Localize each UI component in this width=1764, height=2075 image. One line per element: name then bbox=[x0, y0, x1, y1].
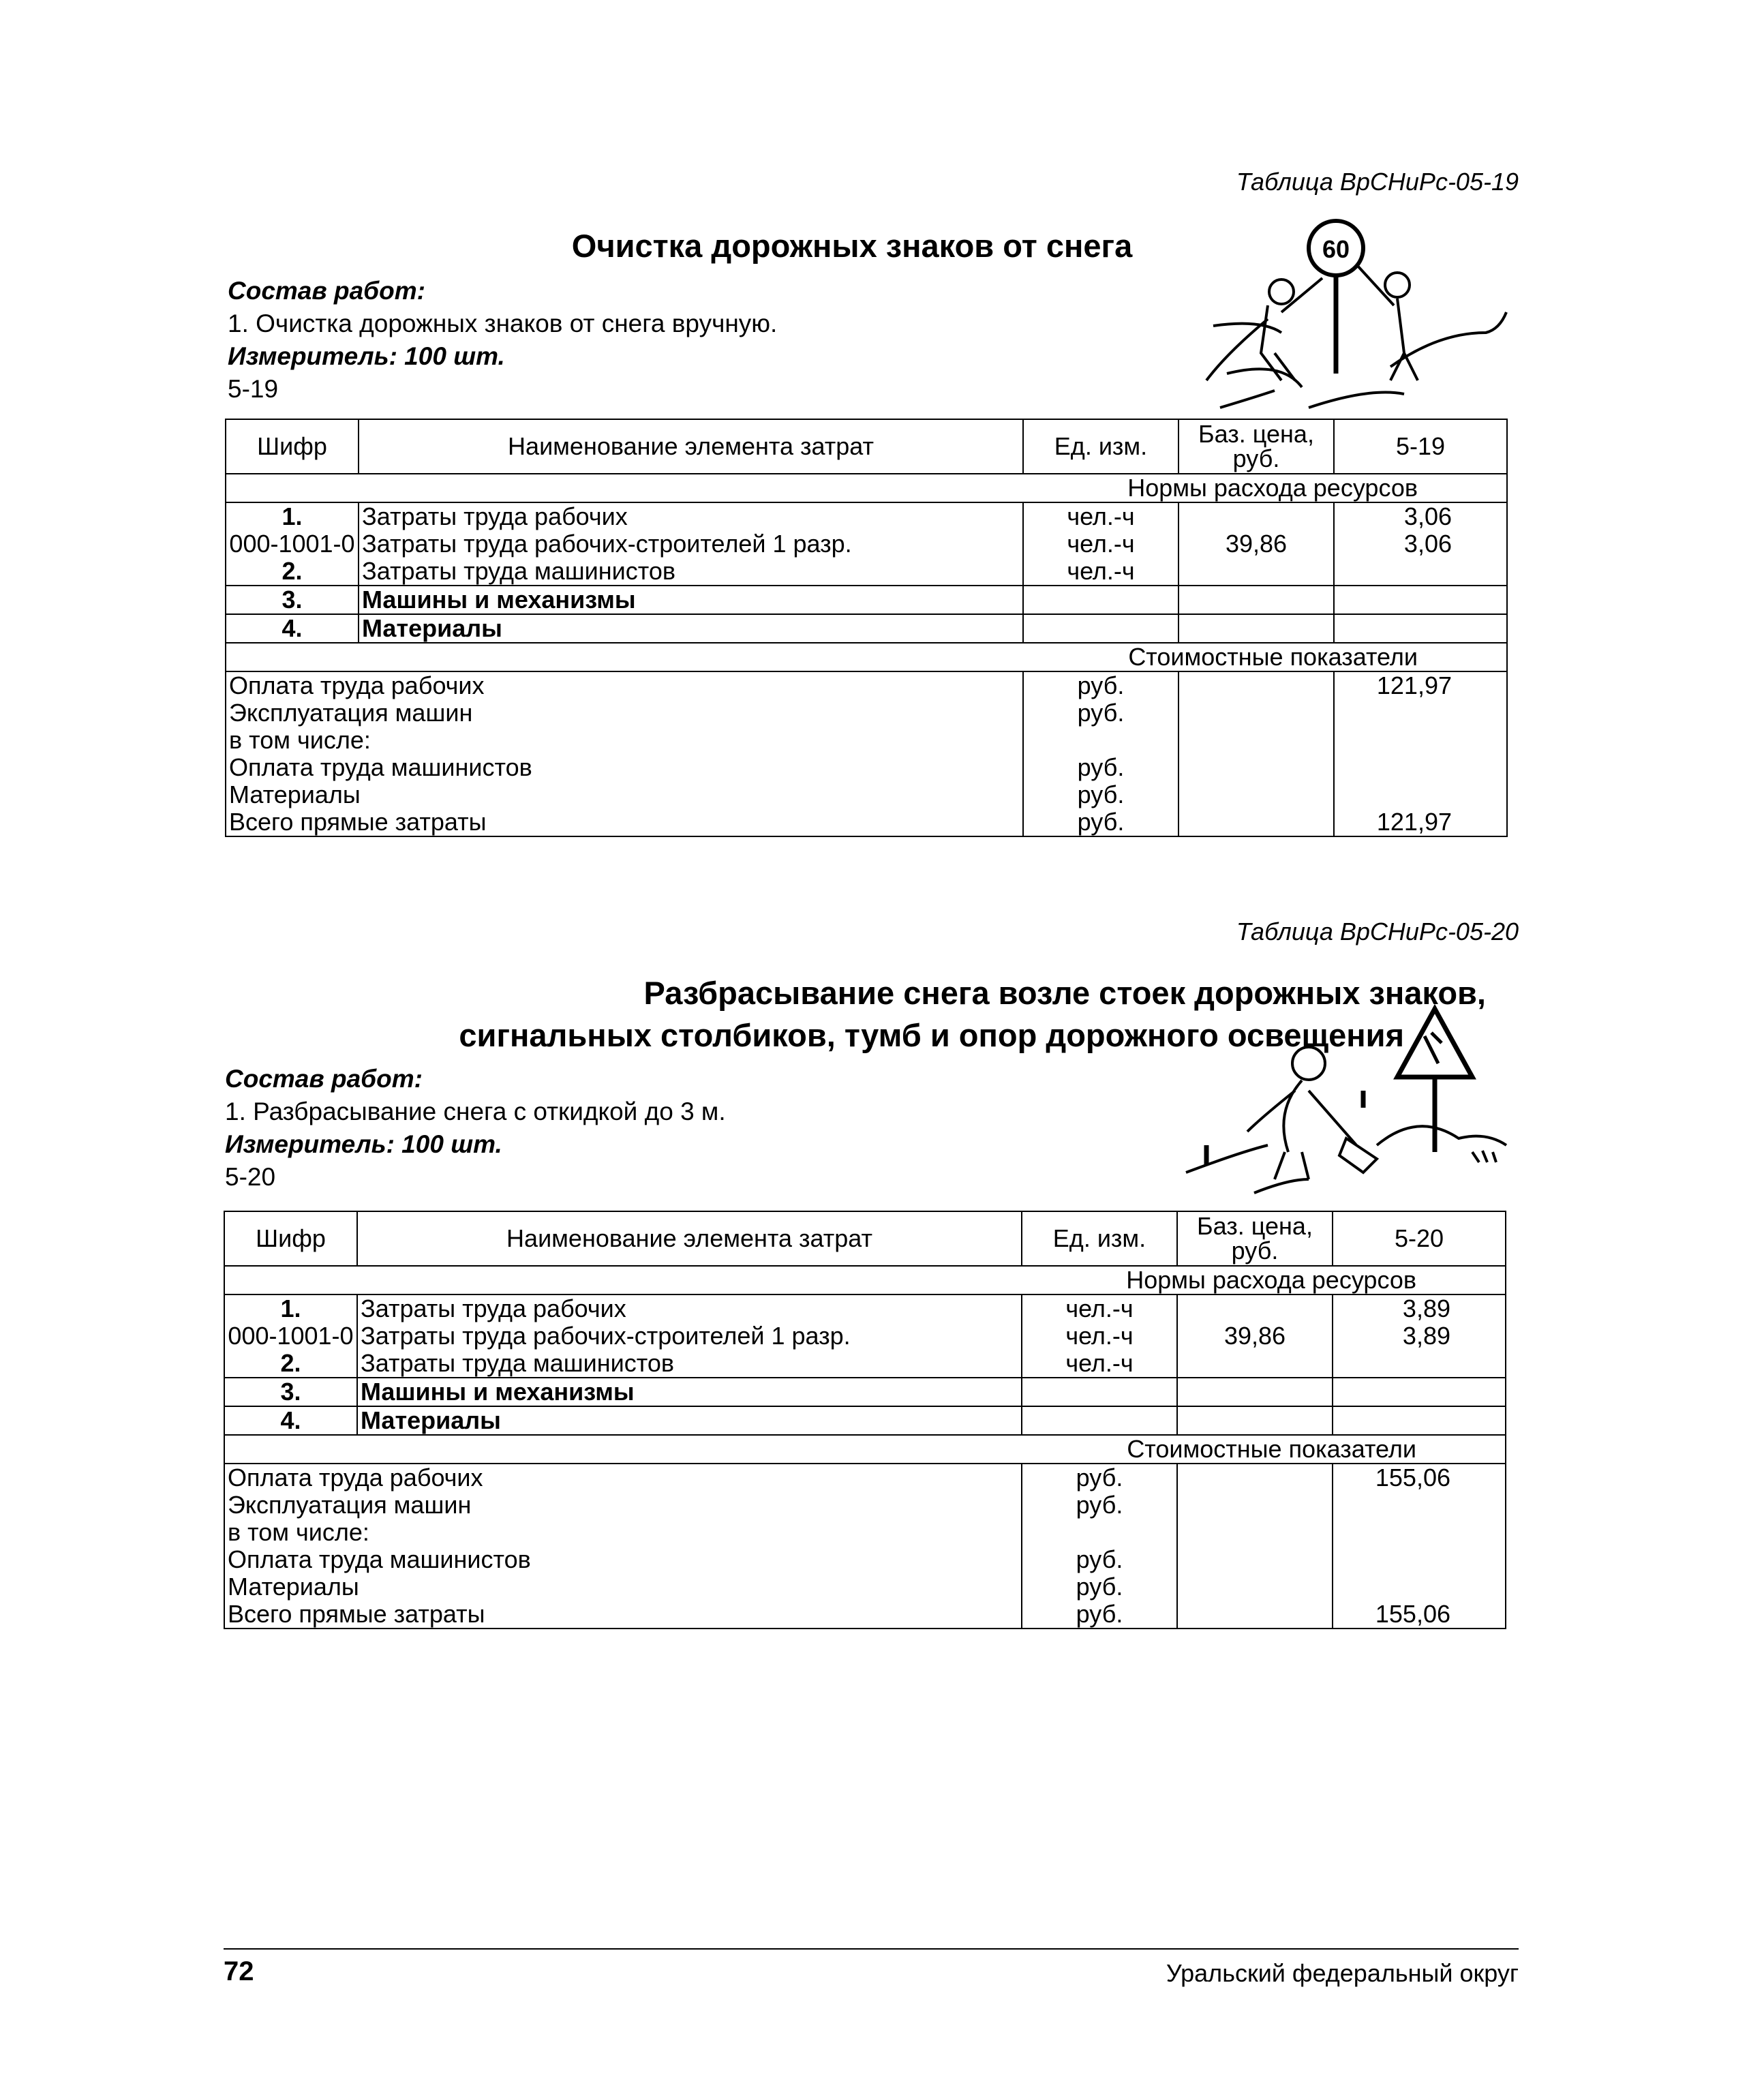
section-title-line-2: сигнальных столбиков, тумб и опор дорожного освещения bbox=[459, 1017, 1404, 1053]
snow-cleaning-illustration bbox=[1200, 217, 1520, 414]
row-name: Машины и механизмы bbox=[357, 1378, 1022, 1406]
table-row bbox=[224, 1322, 1506, 1350]
row-value bbox=[1334, 558, 1507, 586]
table-label: Таблица ВрСНиРс-05-19 bbox=[1236, 168, 1519, 196]
row-price bbox=[1177, 1406, 1333, 1435]
cost-name: Эксплуатация машин bbox=[224, 1491, 1022, 1519]
row-unit bbox=[1023, 586, 1178, 614]
table-row bbox=[224, 1294, 1506, 1322]
cost-value: 121,97 bbox=[1334, 671, 1507, 699]
table-row bbox=[224, 1406, 1506, 1435]
row-value: 3,06 bbox=[1334, 502, 1507, 530]
cost-row bbox=[226, 699, 1507, 727]
row-code: 3. bbox=[224, 1378, 357, 1406]
norms-heading-row bbox=[226, 474, 1507, 502]
norms-heading: Нормы расхода ресурсов bbox=[226, 474, 1507, 502]
table-label: Таблица ВрСНиРс-05-20 bbox=[1236, 918, 1519, 945]
row-code: 2. bbox=[226, 558, 359, 586]
composition-heading: Состав работ: bbox=[225, 1065, 423, 1093]
row-code: 000-1001-0 bbox=[224, 1322, 357, 1350]
cost-unit: руб. bbox=[1023, 754, 1178, 781]
cost-name: в том числе: bbox=[226, 727, 1023, 754]
composition-item: 1. Очистка дорожных знаков от снега вручную. bbox=[228, 309, 778, 337]
cost-row bbox=[224, 1573, 1506, 1601]
cost-value bbox=[1333, 1519, 1506, 1546]
norm-code: 5-19 bbox=[228, 375, 279, 403]
row-name: Затраты труда машинистов bbox=[357, 1350, 1022, 1378]
measure: Измеритель: 100 шт. bbox=[225, 1130, 502, 1158]
header-norm: 5-19 bbox=[1334, 419, 1507, 474]
cost-table bbox=[225, 419, 1508, 837]
row-code: 000-1001-0 bbox=[226, 530, 359, 558]
table-header-row bbox=[224, 1211, 1506, 1266]
cost-unit: руб. bbox=[1022, 1546, 1177, 1573]
cost-name: Оплата труда машинистов bbox=[224, 1546, 1022, 1573]
row-price bbox=[1177, 1378, 1333, 1406]
header-cipher: Шифр bbox=[224, 1211, 357, 1266]
snow-shoveling-illustration bbox=[1172, 995, 1513, 1200]
cost-name: Всего прямые затраты bbox=[224, 1601, 1022, 1629]
norm-code: 5-20 bbox=[225, 1163, 276, 1191]
row-unit bbox=[1022, 1406, 1177, 1435]
cost-value bbox=[1334, 754, 1507, 781]
row-unit: чел.-ч bbox=[1022, 1294, 1177, 1322]
measure: Измеритель: 100 шт. bbox=[228, 342, 505, 370]
row-unit bbox=[1023, 614, 1178, 643]
row-value bbox=[1334, 586, 1507, 614]
row-code: 2. bbox=[224, 1350, 357, 1378]
table-row bbox=[224, 1350, 1506, 1378]
cost-unit bbox=[1022, 1519, 1177, 1546]
cost-unit: руб. bbox=[1023, 671, 1178, 699]
row-price bbox=[1178, 558, 1334, 586]
cost-name: в том числе: bbox=[224, 1519, 1022, 1546]
cost-row bbox=[226, 781, 1507, 808]
cost-heading: Стоимостные показатели bbox=[226, 643, 1507, 671]
row-value: 3,89 bbox=[1333, 1294, 1506, 1322]
cost-value: 155,06 bbox=[1333, 1601, 1506, 1629]
table-row bbox=[224, 1378, 1506, 1406]
table-row bbox=[226, 586, 1507, 614]
cost-heading-row bbox=[226, 643, 1507, 671]
cost-name: Эксплуатация машин bbox=[226, 699, 1023, 727]
norms-heading: Нормы расхода ресурсов bbox=[224, 1266, 1506, 1294]
row-name: Затраты труда рабочих bbox=[357, 1294, 1022, 1322]
row-price bbox=[1177, 1294, 1333, 1322]
cost-row bbox=[224, 1464, 1506, 1491]
cost-unit: руб. bbox=[1023, 699, 1178, 727]
row-name: Материалы bbox=[359, 614, 1023, 643]
cost-value: 155,06 bbox=[1333, 1464, 1506, 1491]
row-unit: чел.-ч bbox=[1022, 1350, 1177, 1378]
cost-value bbox=[1334, 699, 1507, 727]
page-number: 72 bbox=[224, 1956, 254, 1986]
cost-row bbox=[224, 1491, 1506, 1519]
row-value bbox=[1333, 1406, 1506, 1435]
cost-row bbox=[226, 808, 1507, 836]
cost-row bbox=[224, 1519, 1506, 1546]
footer-divider bbox=[224, 1948, 1519, 1950]
row-value: 3,89 bbox=[1333, 1322, 1506, 1350]
norms-heading-row bbox=[224, 1266, 1506, 1294]
cost-table bbox=[224, 1211, 1506, 1629]
row-unit: чел.-ч bbox=[1023, 530, 1178, 558]
header-name: Наименование элемента затрат bbox=[359, 419, 1023, 474]
section-title-line-1: Разбрасывание снега возле стоек дорожных знаков, bbox=[643, 975, 1486, 1011]
cost-name: Всего прямые затраты bbox=[226, 808, 1023, 836]
table-row bbox=[226, 558, 1507, 586]
header-price: Баз. цена, руб. bbox=[1178, 419, 1334, 474]
footer-region: Уральский федеральный округ bbox=[1166, 1959, 1519, 1987]
header-unit: Ед. изм. bbox=[1023, 419, 1178, 474]
cost-row bbox=[224, 1546, 1506, 1573]
row-name: Затраты труда рабочих-строителей 1 разр. bbox=[359, 530, 1023, 558]
row-price: 39,86 bbox=[1178, 530, 1334, 558]
row-code: 1. bbox=[224, 1294, 357, 1322]
cost-unit: руб. bbox=[1022, 1491, 1177, 1519]
row-value: 3,06 bbox=[1334, 530, 1507, 558]
cost-row bbox=[226, 727, 1507, 754]
cost-unit: руб. bbox=[1022, 1464, 1177, 1491]
row-price bbox=[1177, 1350, 1333, 1378]
header-cipher: Шифр bbox=[226, 419, 359, 474]
row-name: Материалы bbox=[357, 1406, 1022, 1435]
cost-name: Материалы bbox=[224, 1573, 1022, 1601]
header-norm: 5-20 bbox=[1333, 1211, 1506, 1266]
row-price bbox=[1178, 586, 1334, 614]
row-value bbox=[1334, 614, 1507, 643]
row-unit bbox=[1022, 1378, 1177, 1406]
table-header-row bbox=[226, 419, 1507, 474]
row-name: Затраты труда рабочих-строителей 1 разр. bbox=[357, 1322, 1022, 1350]
row-unit: чел.-ч bbox=[1023, 558, 1178, 586]
row-code: 4. bbox=[224, 1406, 357, 1435]
cost-unit: руб. bbox=[1022, 1601, 1177, 1629]
cost-row bbox=[226, 754, 1507, 781]
header-name: Наименование элемента затрат bbox=[357, 1211, 1022, 1266]
cost-value bbox=[1334, 781, 1507, 808]
row-value bbox=[1333, 1378, 1506, 1406]
cost-heading-row bbox=[224, 1435, 1506, 1464]
row-name: Затраты труда машинистов bbox=[359, 558, 1023, 586]
cost-unit bbox=[1023, 727, 1178, 754]
row-code: 1. bbox=[226, 502, 359, 530]
composition-heading: Состав работ: bbox=[228, 277, 425, 305]
cost-row bbox=[226, 671, 1507, 699]
row-unit: чел.-ч bbox=[1023, 502, 1178, 530]
cost-value bbox=[1333, 1491, 1506, 1519]
cost-unit: руб. bbox=[1023, 808, 1178, 836]
row-code: 3. bbox=[226, 586, 359, 614]
speed-sign-text: 60 bbox=[1322, 235, 1350, 263]
cost-name: Оплата труда рабочих bbox=[226, 671, 1023, 699]
cost-value bbox=[1333, 1546, 1506, 1573]
cost-unit: руб. bbox=[1023, 781, 1178, 808]
cost-name: Материалы bbox=[226, 781, 1023, 808]
composition-item: 1. Разбрасывание снега с откидкой до 3 м. bbox=[225, 1097, 726, 1125]
cost-name: Оплата труда машинистов bbox=[226, 754, 1023, 781]
row-code: 4. bbox=[226, 614, 359, 643]
row-unit: чел.-ч bbox=[1022, 1322, 1177, 1350]
header-price: Баз. цена, руб. bbox=[1177, 1211, 1333, 1266]
table-row bbox=[226, 530, 1507, 558]
cost-heading: Стоимостные показатели bbox=[224, 1435, 1506, 1464]
cost-value bbox=[1334, 727, 1507, 754]
row-value bbox=[1333, 1350, 1506, 1378]
row-name: Машины и механизмы bbox=[359, 586, 1023, 614]
cost-value: 121,97 bbox=[1334, 808, 1507, 836]
header-unit: Ед. изм. bbox=[1022, 1211, 1177, 1266]
cost-name: Оплата труда рабочих bbox=[224, 1464, 1022, 1491]
cost-value bbox=[1333, 1573, 1506, 1601]
cost-unit: руб. bbox=[1022, 1573, 1177, 1601]
row-price: 39,86 bbox=[1177, 1322, 1333, 1350]
table-row bbox=[226, 502, 1507, 530]
row-name: Затраты труда рабочих bbox=[359, 502, 1023, 530]
section-title: Очистка дорожных знаков от снега bbox=[571, 228, 1133, 264]
row-price bbox=[1178, 614, 1334, 643]
table-row bbox=[226, 614, 1507, 643]
cost-row bbox=[224, 1601, 1506, 1629]
row-price bbox=[1178, 502, 1334, 530]
